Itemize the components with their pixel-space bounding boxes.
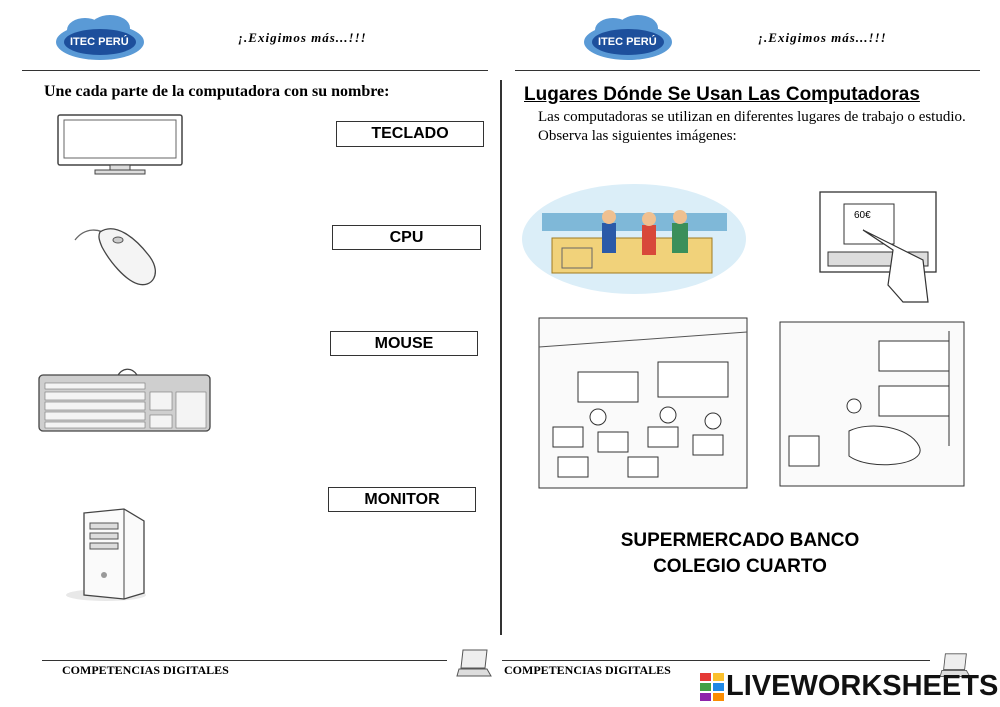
left-footer: COMPETENCIAS DIGITALES bbox=[62, 663, 229, 677]
keyboard-image bbox=[37, 365, 212, 433]
atm-image bbox=[818, 190, 938, 303]
cpu-image bbox=[62, 505, 152, 603]
left-logo bbox=[50, 12, 150, 62]
header-divider bbox=[22, 70, 488, 71]
logo-text: ITEC PERÚ bbox=[598, 36, 657, 48]
mouse-image bbox=[70, 222, 165, 292]
right-footer-line bbox=[502, 660, 930, 661]
motto: ¡.Exigimos más...!!! bbox=[238, 30, 367, 45]
left-footer-line bbox=[42, 660, 447, 661]
monitor-image bbox=[55, 113, 185, 178]
liveworksheets-watermark[interactable]: LIVEWORKSHEETS bbox=[726, 670, 999, 702]
label-monitor[interactable]: MONITOR bbox=[328, 487, 476, 512]
page-divider bbox=[500, 80, 502, 635]
classroom-image bbox=[538, 317, 748, 489]
places-line-1: SUPERMERCADO BANCO bbox=[620, 530, 860, 551]
right-footer: COMPETENCIAS DIGITALES bbox=[504, 663, 671, 677]
logo-text: ITEC PERÚ bbox=[70, 36, 129, 48]
label-cpu[interactable]: CPU bbox=[332, 225, 481, 250]
right-title: Lugares Dónde Se Usan Las Computadoras bbox=[524, 84, 920, 105]
right-paragraph: Las computadoras se utilizan en diferentes lugares de trabajo o estudio. Observa las siguientes imágenes: bbox=[538, 109, 966, 144]
header-divider bbox=[515, 70, 980, 71]
liveworksheets-logo-icon bbox=[700, 673, 724, 701]
laptop-icon bbox=[455, 648, 493, 680]
right-logo bbox=[578, 12, 678, 62]
label-teclado[interactable]: TECLADO bbox=[336, 121, 484, 147]
supermarket-image bbox=[522, 183, 747, 295]
atm-amount: 60€ bbox=[854, 210, 871, 221]
places-list bbox=[560, 528, 920, 580]
bedroom-image bbox=[779, 321, 965, 487]
label-mouse[interactable]: MOUSE bbox=[330, 331, 478, 356]
motto: ¡.Exigimos más...!!! bbox=[758, 30, 887, 45]
instruction: Une cada parte de la computadora con su nombre: bbox=[44, 83, 390, 100]
places-line-2: COLEGIO CUARTO bbox=[653, 556, 827, 577]
